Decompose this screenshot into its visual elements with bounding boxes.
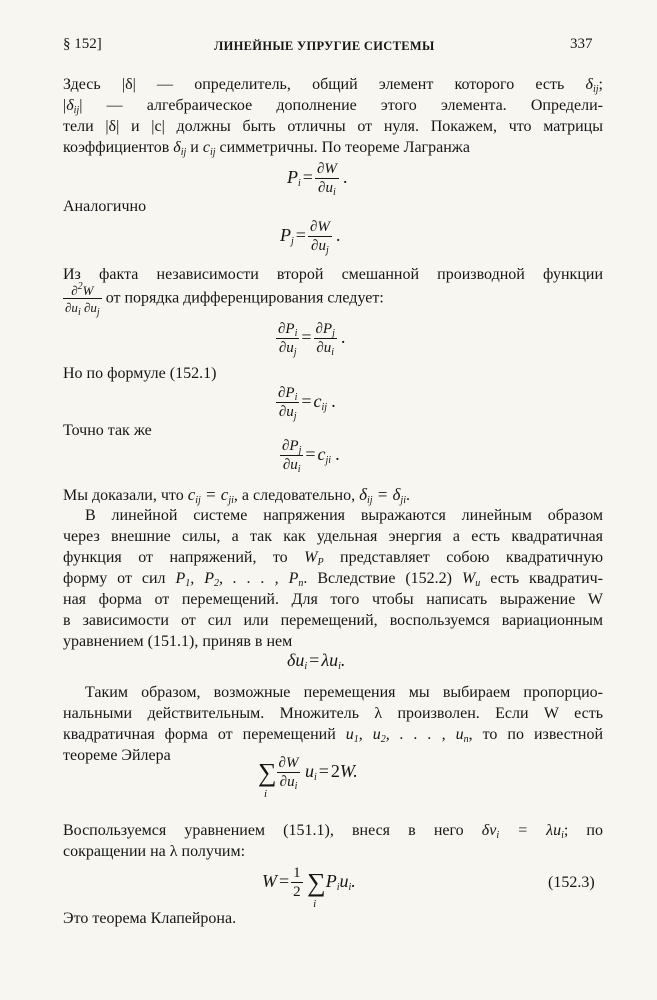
text-line: Воспользуемся уравнением (151.1), внеся в него (63, 822, 464, 839)
paragraph-determinant: Здесь |δ| — определитель, общий элемент которого есть $\delta_{ij}$; $|\delta_{ij}|$ — алгебраическое дополнение этого элемента. Определи- тели |δ| и |c| должны быть отличны от нуля. Покажем, что матрицы коэффициентов $\delta_{ij}$ и $c_{ij}$ симметричны. По теореме Лагранжа (63, 76, 603, 158)
section-number: § 152] (63, 36, 102, 52)
text-line: | — алгебраическое дополнение этого элемента. Определи- (79, 97, 603, 114)
text-likewise: Точно так же (63, 422, 152, 439)
text-line: сокращении на λ получим: (63, 843, 246, 860)
paragraph-linear-system: В линейной системе напряжения выражаются линейным образом через внешние силы, а так как удельная энергия a есть квадратичная функция от напряжений, то $W_P$ представляет собою квадратичную форму от сил $P_1$, $P_2$, . . . , $P_n$. Вследствие (152.2) $W_u$ есть квадратич- ная форма от перемещений. Для того чтобы написать выражение W в зависимости от сил или перемещений, воспользуемся вариационным уравнением (151.1), приняв в нем (63, 507, 604, 650)
text-line: тели |δ| и |c| должны быть отличны от нуля. Покажем, что матрицы (63, 118, 603, 135)
text-line: . Вследствие (152.2) (303, 570, 453, 587)
equation-pj: $P_j$ = $\frac{\partial W}{\partial u_j}$ . (280, 219, 341, 256)
text-line: , то по известной (468, 726, 603, 743)
text-line: ная форма от перемещений. Для того чтобы написать выражение W (63, 591, 603, 608)
text-line: уравнением (151.1), приняв в нем (63, 633, 293, 650)
text-line: нальными действительным. Множитель λ произволен. Если W есть (63, 705, 603, 722)
equation-symmetry: $\frac{\partial P_i}{\partial u_j}$ = $\frac{\partial P_j}{\partial u_i}$ . (278, 321, 346, 358)
text-line: , а следовательно, (233, 487, 356, 504)
text-line: Здесь |δ| — определитель, общий элемент которого есть (63, 76, 565, 93)
equation-pi: $P_i$ = $\frac{\partial W}{\partial u_i}$ . (287, 161, 348, 198)
running-title: ЛИНЕЙНЫЕ УПРУГИЕ СИСТЕМЫ (214, 39, 435, 53)
text-line: квадратичная форма от перемещений (63, 726, 336, 743)
page-number: 337 (570, 36, 593, 52)
text-line: Мы доказали, что (63, 487, 184, 504)
equation-cji: $\frac{\partial P_j}{\partial u_i}$ = $c_{ji}$ . (282, 438, 341, 475)
text-line-frac: $\frac{\partial^2W}{\partial u_i \partial u_j}$ от порядка дифференцирования следует: (65, 281, 384, 318)
text-proved: Мы доказали, что $c_{ij} = c_{ji}$, а следовательно, $\delta_{ij} = \delta_{ji}$. (63, 485, 410, 506)
text-by-formula: Но по формуле (152.1) (63, 365, 217, 382)
text-line: от порядка дифференцирования следует: (105, 289, 384, 307)
paragraph-use-equation: Воспользуемся уравнением (151.1), внеся в него $\delta v_i = \lambda u_i$; по сокращении на λ получим: (63, 822, 603, 860)
text-line: коэффициентов (63, 139, 170, 156)
text-line: есть квадратич- (490, 570, 604, 587)
text-line: в зависимости от сил или перемещений, воспользуемся вариационным (63, 612, 603, 629)
text-analog: Аналогично (63, 198, 147, 215)
equation-euler: ∑ i $\frac{\partial W}{\partial u_i}$ $u_i = 2W$. (258, 755, 358, 800)
text-line: ; по (563, 822, 603, 839)
paragraph-euler: Таким образом, возможные перемещения мы выбираем пропорцио- нальными действительным. Множитель λ произволен. Если W есть квадратичная форма от перемещений $u_1$, $u_2$, . . . , $u_n$, то по известной теореме Эйлера (63, 684, 603, 764)
text-line: Из факта независимости второй смешанной производной функции (63, 266, 603, 283)
equation-variation: $\delta u_i = \lambda u_i$. (287, 650, 346, 672)
text-line: симметричны. По теореме Лагранжа (219, 139, 470, 156)
text-line: В линейной системе напряжения выражаются линейным образом (85, 507, 603, 524)
equation-clapeyron: W = $\frac{1}{2}$ ∑ i $P_iu_i$. (262, 865, 356, 910)
text-line: теореме Эйлера (63, 747, 171, 764)
equation-cij: $\frac{\partial P_i}{\partial u_j}$ = $c_{ij}$ . (278, 385, 337, 422)
text-line: функция от напряжений, то (63, 549, 288, 566)
paragraph-independence (63, 264, 603, 285)
text-clapeyron-theorem: Это теорема Клапейрона. (63, 910, 237, 927)
text-line: форму от сил (63, 570, 166, 587)
text-line: через внешние силы, а так как удельная энергия a есть квадратичная (63, 528, 603, 545)
text-line: представляет собою квадратичную (340, 549, 604, 566)
equation-number: (152.3) (548, 874, 595, 891)
text-line: и (190, 139, 199, 156)
text-line: Таким образом, возможные перемещения мы выбираем пропорцио- (85, 684, 603, 701)
